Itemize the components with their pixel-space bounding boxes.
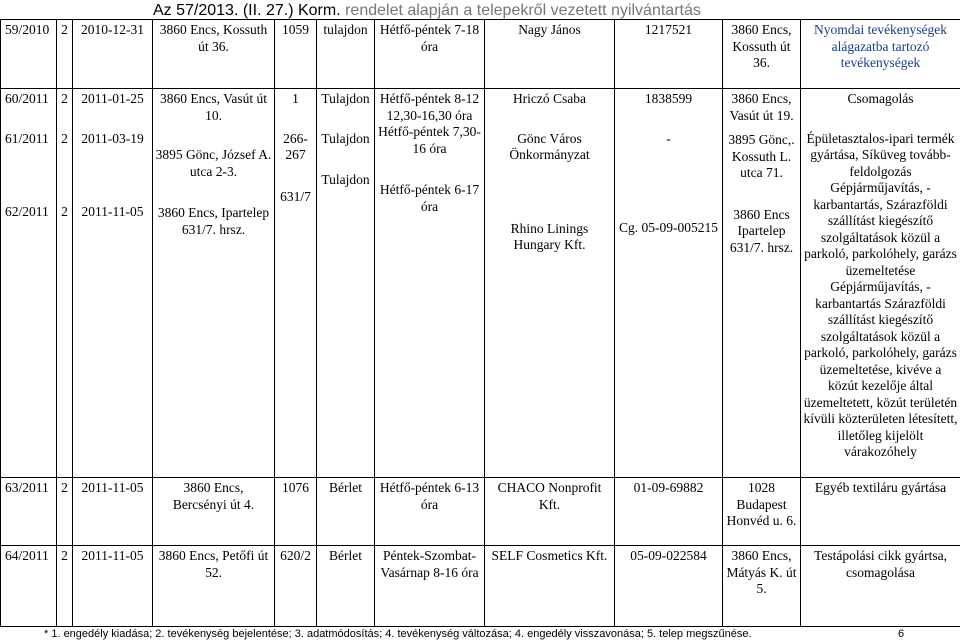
cell-site — [153, 89, 275, 478]
cell-type: 2 — [57, 546, 73, 627]
ido-61: Hétfő-péntek 7,30-16 óra — [378, 124, 481, 156]
cell-date — [73, 89, 153, 478]
spacer — [155, 124, 272, 147]
nev-62: Rhino Linings Hungary Kft. — [510, 220, 589, 252]
site-61: 3895 Gönc, József A. utca 2-3. — [155, 147, 272, 179]
type-61: 2 — [61, 130, 68, 146]
spacer — [487, 108, 612, 131]
cell-ido: Hétfő-péntek 6-13 óra — [375, 478, 485, 546]
tev-61: Épületasztalos-ipari termék gyártása, Síküveg tovább-feldolgozás Gépjárműjavítás, - karbantartás, Szárazföldi szállítást kiegészítő szolgáltatások közül a parkoló, parkolóhely, garázs üzemeltetése — [804, 130, 957, 278]
record-61: 61/2011 — [5, 130, 49, 146]
page-footer — [0, 626, 960, 642]
spacer — [75, 108, 150, 131]
site-62: 3860 Encs, Ipartelep 631/7. hrsz. — [157, 205, 270, 237]
cell-azon — [615, 89, 723, 478]
azon-62: Cg. 05-09-005215 — [619, 220, 718, 235]
spacer — [5, 108, 54, 131]
cell-nev — [485, 89, 615, 478]
cell-tev: Testápolási cikk gyártsa, csomagolása — [801, 546, 960, 627]
type-62: 2 — [61, 204, 68, 219]
cell-record — [1, 89, 57, 478]
spacer — [155, 180, 272, 205]
spacer — [617, 108, 720, 131]
cell-record: 64/2011 — [1, 546, 57, 627]
page-number: 6 — [898, 628, 905, 640]
ido-62: Hétfő-péntek 6-17 óra — [379, 182, 480, 214]
hrsz-62: 631/7 — [280, 188, 311, 204]
cell-type — [57, 89, 73, 478]
spacer — [487, 164, 612, 221]
cell-azon: 01-09-69882 — [615, 478, 723, 546]
jog-62: Tulajdon — [321, 172, 370, 187]
header-rest: rendelet alapján a telepekről vezetett nyilvántartás — [340, 2, 701, 19]
szekh-60: 3860 Encs, Vasút út 19. — [729, 91, 794, 123]
record-60: 60/2011 — [5, 91, 49, 106]
cell-szekh: 3860 Encs, Kossuth út 36. — [723, 20, 801, 89]
cell-record: 63/2011 — [1, 478, 57, 546]
cell-hrsz: 620/2 — [275, 546, 317, 627]
spacer — [59, 108, 70, 131]
cell-szekh: 1028 Budapest Honvéd u. 6. — [723, 478, 801, 546]
spacer — [377, 157, 482, 182]
cell-jog: Bérlet — [317, 546, 375, 627]
cell-tev — [801, 89, 960, 478]
record-62: 62/2011 — [5, 204, 49, 219]
cell-szekh — [723, 89, 801, 478]
cell-nev: SELF Cosmetics Kft. — [485, 546, 615, 627]
spacer — [725, 182, 798, 207]
date-62: 2011-11-05 — [81, 204, 144, 219]
spacer — [59, 147, 70, 204]
spacer — [277, 164, 314, 189]
cell-site: 3860 Encs, Bercsényi út 4. — [153, 478, 275, 546]
jog-60: Tulajdon — [321, 91, 370, 106]
spacer — [75, 147, 150, 204]
registry-table — [0, 19, 960, 627]
spacer — [319, 147, 372, 172]
cell-hrsz: 1076 — [275, 478, 317, 546]
spacer — [277, 108, 314, 131]
szekh-61: 3895 Gönc,. Kossuth L. utca 71. — [728, 132, 795, 180]
table-row — [1, 20, 960, 89]
spacer — [617, 147, 720, 220]
table-row — [1, 546, 960, 627]
page-header — [153, 0, 713, 21]
cell-ido — [375, 89, 485, 478]
cell-date: 2010-12-31 — [73, 20, 153, 89]
date-60: 2011-01-25 — [81, 91, 144, 106]
cell-date: 2011-11-05 — [73, 478, 153, 546]
hrsz-61: 266-267 — [283, 130, 308, 162]
spacer — [725, 124, 798, 132]
cell-type: 2 — [57, 20, 73, 89]
cell-record: 59/2010 — [1, 20, 57, 89]
spacer — [319, 108, 372, 131]
date-61: 2011-03-19 — [81, 130, 144, 146]
szekh-62: 3860 Encs Ipartelep 631/7. hrsz. — [729, 206, 794, 255]
ido-60: Hétfő-péntek 8-12 12,30-16,30 óra — [379, 91, 480, 123]
cell-nev: CHACO Nonprofit Kft. — [485, 478, 615, 546]
header-prefix: Az 57/2013. (II. 27.) Korm. — [153, 2, 341, 19]
cell-azon: 1217521 — [615, 20, 723, 89]
jog-61: Tulajdon — [321, 130, 370, 146]
footer-note: * 1. engedély kiadása; 2. tevékenység bejelentése; 3. adatmódosítás; 4. tevékenység változása; 4. engedély visszavonása; 5. telep megszűnése. — [44, 628, 752, 640]
azon-61: - — [666, 130, 671, 146]
cell-site: 3860 Encs, Petőfi út 52. — [153, 546, 275, 627]
nev-60: Hriczó Csaba — [512, 91, 587, 106]
azon-60: 1838599 — [644, 91, 693, 106]
cell-tev: Nyomdai tevékenységek alágazatba tartozó tevékenységek — [801, 20, 960, 89]
type-60: 2 — [61, 91, 68, 106]
cell-site: 3860 Encs, Kossuth út 36. — [153, 20, 275, 89]
cell-jog: tulajdon — [317, 20, 375, 89]
cell-date: 2011-11-05 — [73, 546, 153, 627]
cell-nev: Nagy János — [485, 20, 615, 89]
cell-hrsz: 1059 — [275, 20, 317, 89]
cell-ido: Hétfő-péntek 7-18 óra — [375, 20, 485, 89]
spacer — [5, 147, 54, 204]
cell-ido: Péntek-Szombat-Vasárnap 8-16 óra — [375, 546, 485, 627]
cell-type: 2 — [57, 478, 73, 546]
tev-60: Csomagolás — [847, 91, 914, 106]
nev-61: Gönc Város Önkormányzat — [509, 130, 590, 162]
cell-hrsz — [275, 89, 317, 478]
cell-jog: Bérlet — [317, 478, 375, 546]
tev-62: Gépjárműjavítás, - karbantartás Szárazföldi szállítást kiegészítő szolgáltatások közül a parkoló, parkolóhely, garázs üzemeltetése, kivéve a közút kezelője által üzemeltetett, közút területén kívüli közterületen létesített, illetőleg kijelölt várakozóhely — [803, 279, 958, 459]
cell-azon: 05-09-022584 — [615, 546, 723, 627]
hrsz-60: 1 — [292, 91, 299, 106]
table-row — [1, 478, 960, 546]
table-row-group — [1, 89, 960, 478]
cell-tev: Egyéb textiláru gyártása — [801, 478, 960, 546]
spacer — [803, 108, 958, 131]
cell-jog — [317, 89, 375, 478]
cell-szekh: 3860 Encs, Mátyás K. út 5. — [723, 546, 801, 627]
site-60: 3860 Encs, Vasút út 10. — [160, 91, 267, 123]
